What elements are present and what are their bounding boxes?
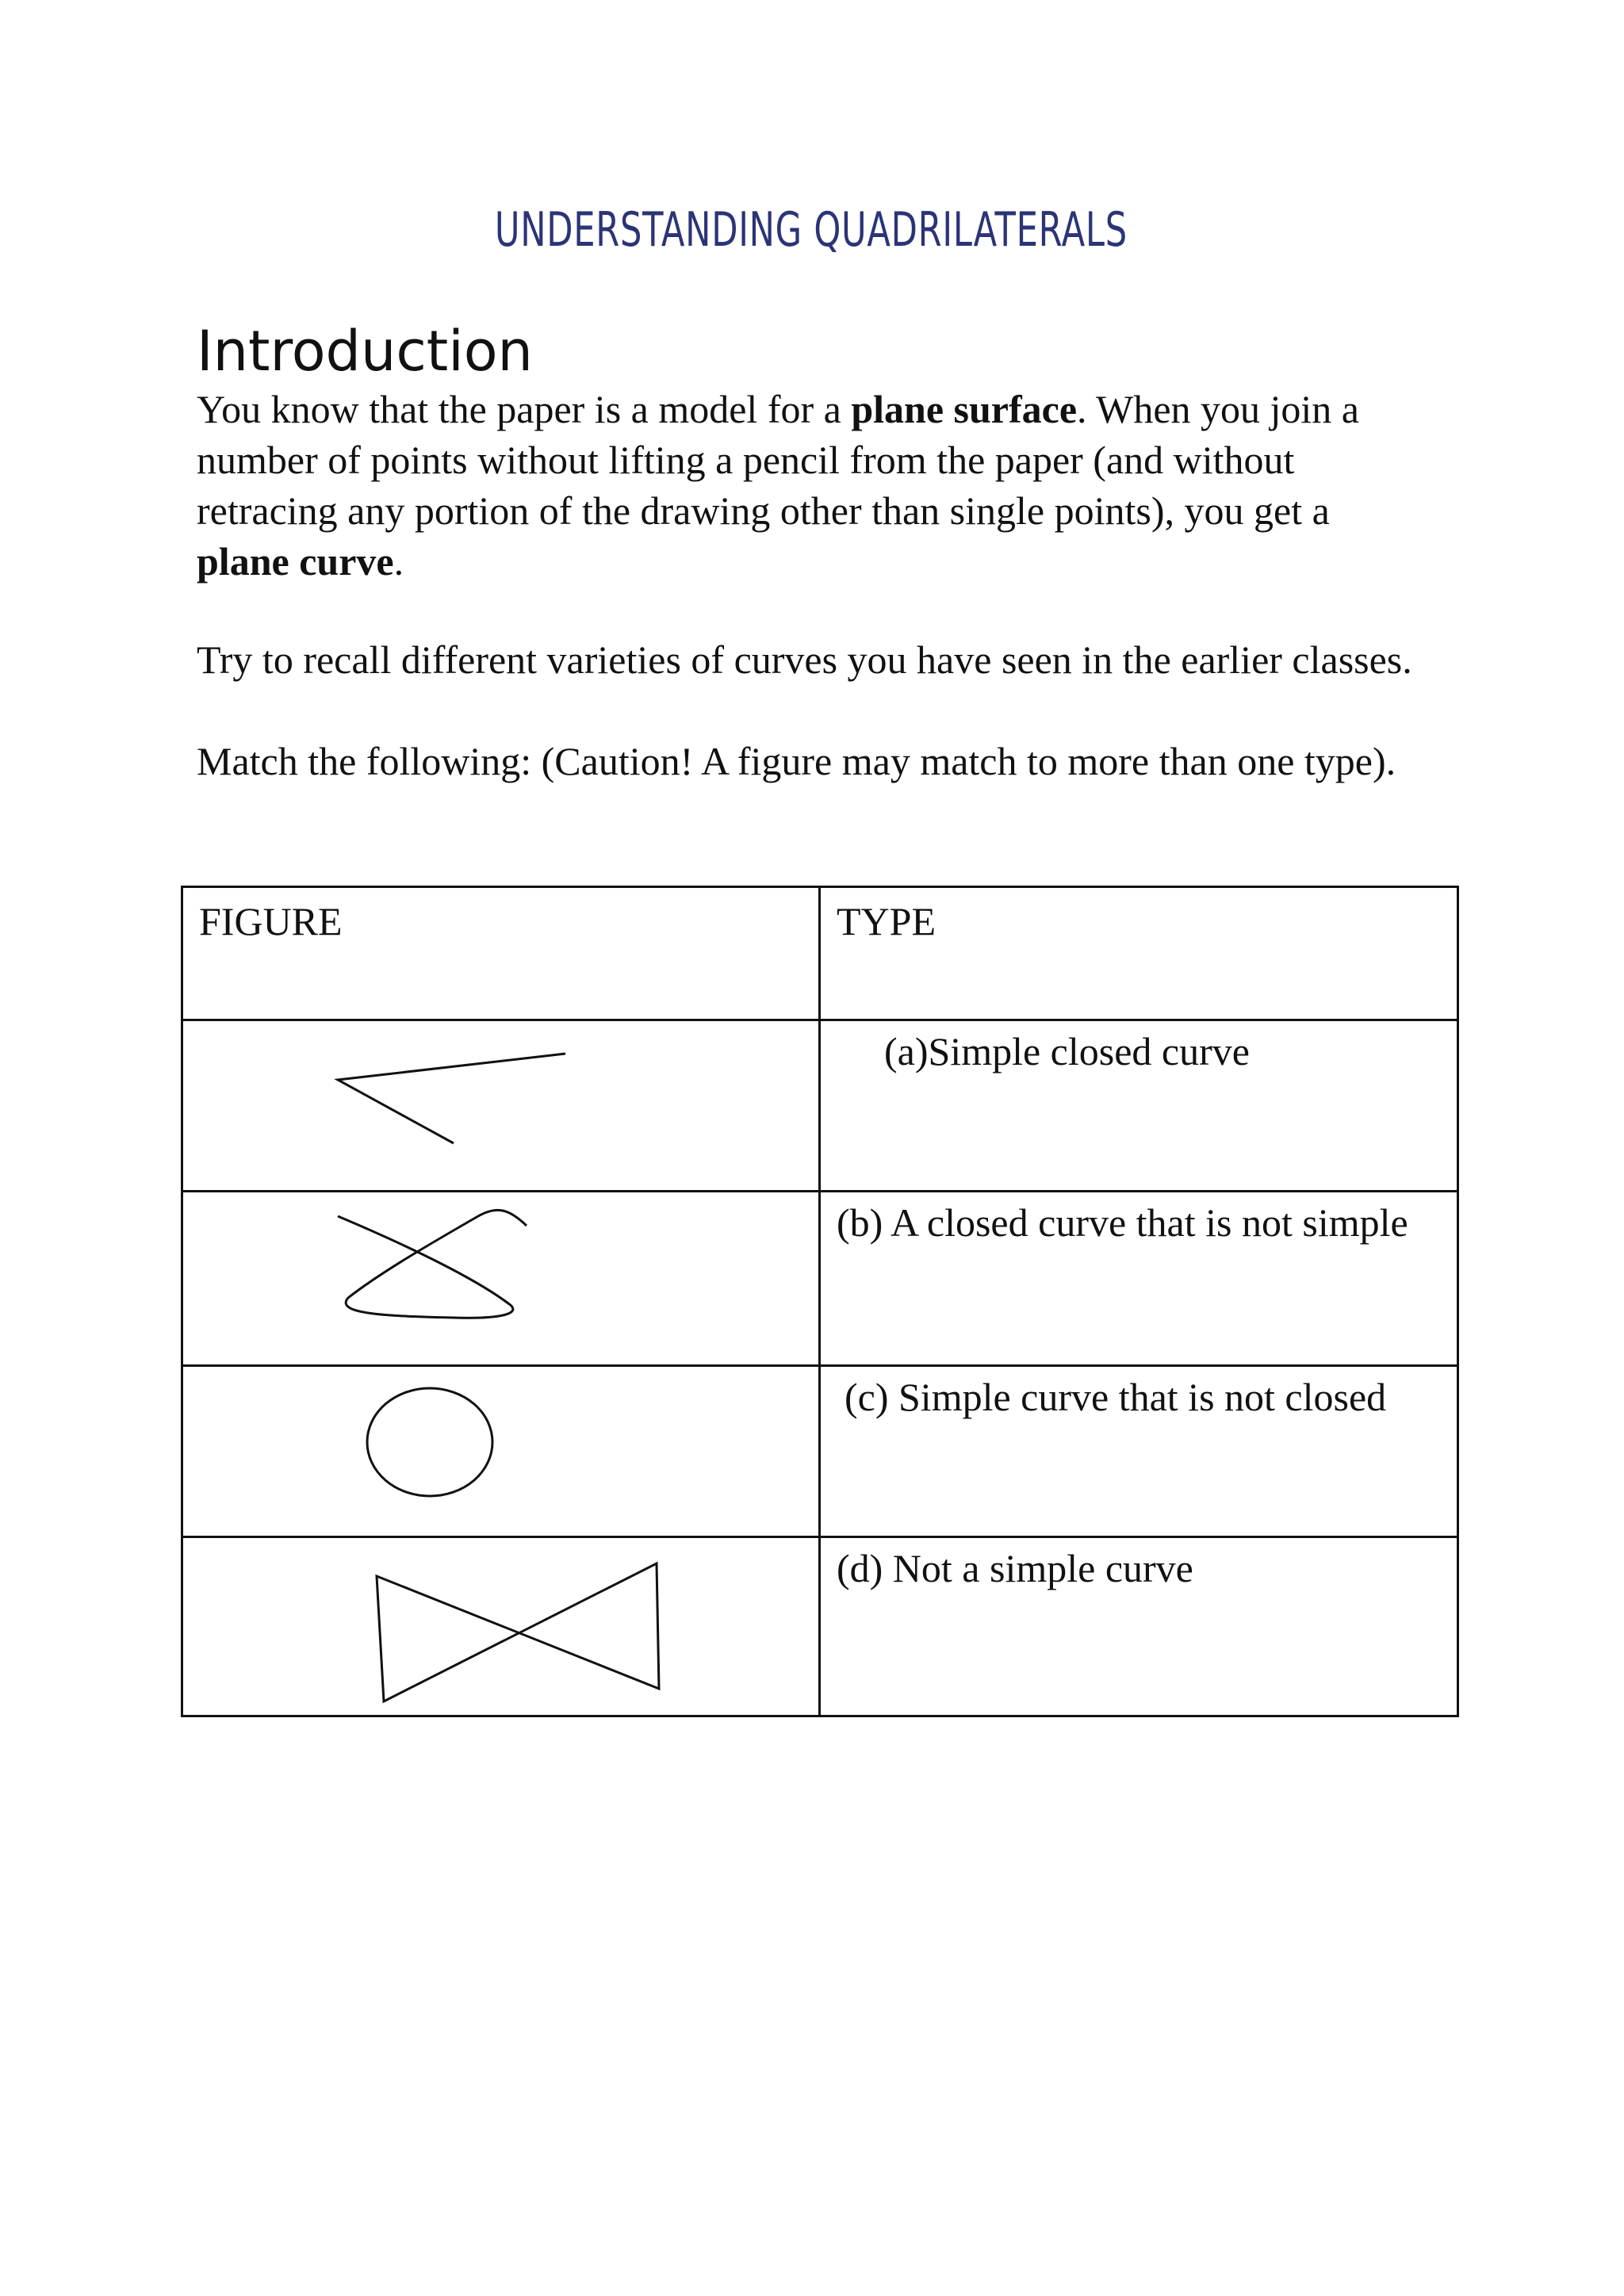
intro-text-3: .	[393, 539, 404, 584]
header-type: TYPE	[820, 887, 1458, 1020]
circle-curve-figure	[183, 1367, 821, 1538]
recall-paragraph: Try to recall different varieties of curves you have seen in the earlier classes.	[197, 637, 1412, 682]
intro-text-1: You know that the paper is a model for a	[197, 387, 852, 431]
self-crossing-loop-curve-figure	[183, 1192, 821, 1367]
page-title: UNDERSTANDING QUADRILATERALS	[494, 202, 1128, 258]
type-label: (c) Simple curve that is not closed	[845, 1375, 1387, 1419]
table-row	[182, 1366, 1458, 1537]
type-label: (a)Simple closed curve	[884, 1029, 1250, 1073]
intro-text-2: . When you join a number of points without lifting a pencil from the paper (and without retracing any portion of the drawing other than single points), you get a	[197, 387, 1359, 533]
open-angle-curve-figure	[183, 1021, 821, 1192]
match-instruction: Match the following: (Caution! A figure may match to more than one type).	[197, 739, 1396, 783]
type-label: (b) A closed curve that is not simple	[837, 1200, 1408, 1245]
intro-paragraph	[197, 384, 1424, 587]
section-heading: Introduction	[197, 319, 533, 384]
table-row	[182, 1192, 1458, 1366]
table-row	[182, 1537, 1458, 1716]
bowtie-curve-figure	[183, 1538, 821, 1717]
type-label: (d) Not a simple curve	[837, 1546, 1193, 1590]
type-cell	[820, 1020, 1458, 1192]
header-figure: FIGURE	[182, 887, 820, 1020]
term-plane-surface: plane surface	[851, 387, 1078, 431]
table-header-row	[182, 887, 1458, 1020]
type-cell	[820, 1366, 1458, 1537]
match-table	[181, 886, 1459, 1717]
table-row	[182, 1020, 1458, 1192]
figure-cell	[182, 1366, 820, 1537]
figure-cell	[182, 1020, 820, 1192]
type-cell	[820, 1537, 1458, 1716]
term-plane-curve: plane curve	[197, 539, 394, 584]
type-cell	[820, 1192, 1458, 1366]
figure-cell	[182, 1192, 820, 1366]
figure-cell	[182, 1537, 820, 1716]
